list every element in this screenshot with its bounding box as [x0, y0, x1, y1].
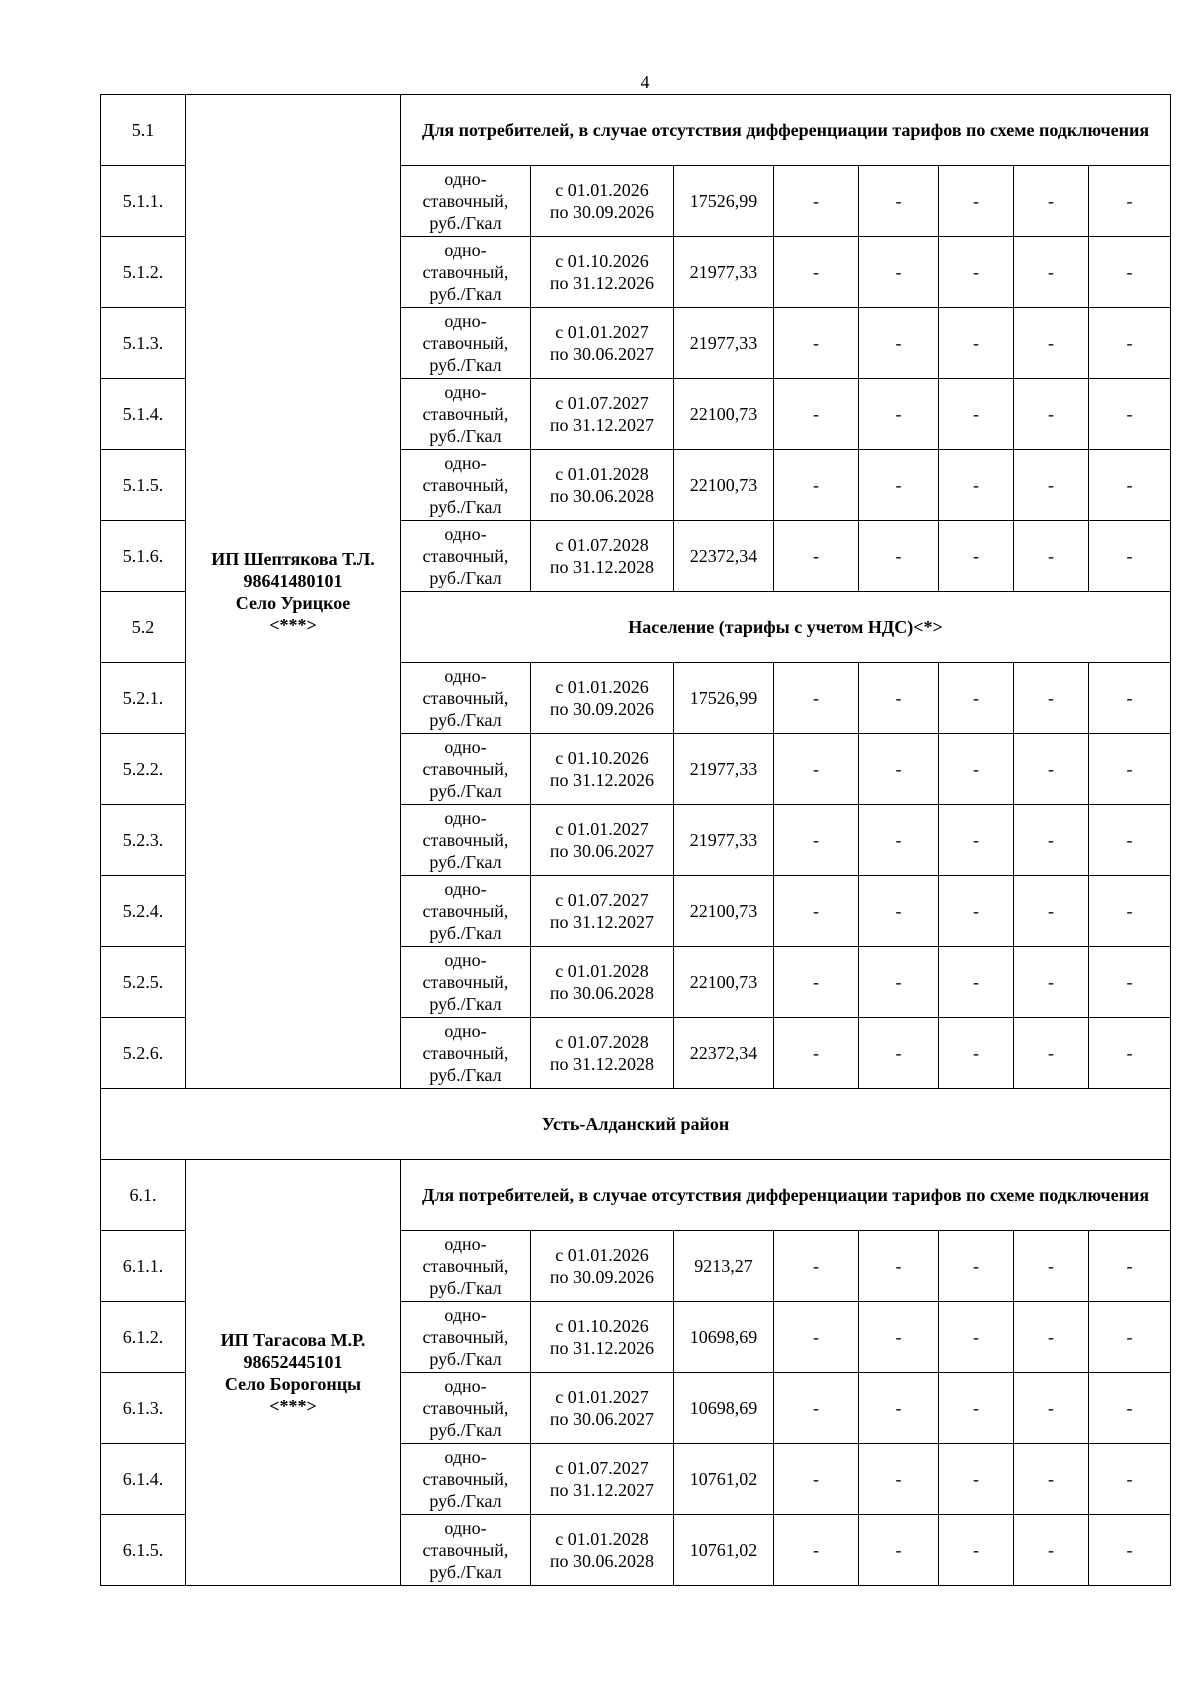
period-from: с 01.01.2026 [555, 677, 649, 697]
empty-value-cell: - [774, 663, 859, 734]
empty-value-cell: - [1014, 450, 1089, 521]
empty-value-cell: - [774, 166, 859, 237]
empty-value-cell: - [1014, 1231, 1089, 1302]
period-from: с 01.10.2026 [555, 251, 649, 271]
empty-value-cell: - [939, 1302, 1014, 1373]
tariff-value: 17526,99 [674, 663, 774, 734]
period-cell [531, 663, 674, 734]
rate-type-cell: одно-ставочный, руб./Гкал [401, 521, 531, 592]
row-number: 5.1 [101, 95, 186, 166]
section-header-text: Население (тарифы с учетом НДС)<*> [401, 592, 1171, 663]
period-cell [531, 805, 674, 876]
empty-value-cell: - [774, 308, 859, 379]
empty-value-cell: - [1089, 1444, 1171, 1515]
organization-cell [186, 95, 401, 1089]
row-number: 5.2.1. [101, 663, 186, 734]
row-number: 6.1.4. [101, 1444, 186, 1515]
empty-value-cell: - [1089, 1231, 1171, 1302]
organization-code: 98652445101 [243, 1351, 343, 1372]
empty-value-cell: - [1089, 1373, 1171, 1444]
period-to: по 30.09.2026 [549, 1267, 655, 1287]
empty-value-cell: - [859, 734, 939, 805]
period-to: по 31.12.2026 [549, 1338, 655, 1358]
empty-value-cell: - [774, 876, 859, 947]
empty-value-cell: - [859, 663, 939, 734]
period-from: с 01.01.2027 [555, 1387, 649, 1407]
empty-value-cell: - [939, 521, 1014, 592]
empty-value-cell: - [774, 1444, 859, 1515]
empty-value-cell: - [1089, 663, 1171, 734]
empty-value-cell: - [1014, 166, 1089, 237]
empty-value-cell: - [1014, 308, 1089, 379]
empty-value-cell: - [1014, 379, 1089, 450]
tariff-table-body [101, 95, 1171, 1586]
period-cell [531, 450, 674, 521]
period-to: по 31.12.2027 [549, 415, 655, 435]
row-number: 6.1.2. [101, 1302, 186, 1373]
empty-value-cell: - [859, 947, 939, 1018]
empty-value-cell: - [774, 379, 859, 450]
row-number: 5.2.4. [101, 876, 186, 947]
empty-value-cell: - [859, 1018, 939, 1089]
rate-type-cell: одно-ставочный, руб./Гкал [401, 947, 531, 1018]
organization-cell [186, 1160, 401, 1586]
empty-value-cell: - [859, 805, 939, 876]
empty-value-cell: - [1089, 1302, 1171, 1373]
empty-value-cell: - [859, 237, 939, 308]
organization-place: Село Борогонцы [224, 1373, 362, 1394]
period-from: с 01.01.2027 [555, 322, 649, 342]
empty-value-cell: - [774, 947, 859, 1018]
empty-value-cell: - [1089, 308, 1171, 379]
empty-value-cell: - [1014, 1444, 1089, 1515]
empty-value-cell: - [859, 521, 939, 592]
empty-value-cell: - [939, 1018, 1014, 1089]
empty-value-cell: - [1089, 805, 1171, 876]
empty-value-cell: - [774, 734, 859, 805]
empty-value-cell: - [774, 237, 859, 308]
period-from: с 01.01.2026 [555, 1245, 649, 1265]
row-number: 5.1.2. [101, 237, 186, 308]
rate-type-cell: одно-ставочный, руб./Гкал [401, 450, 531, 521]
organization-name: ИП Шептякова Т.Л. [211, 548, 375, 569]
organization-name: ИП Тагасова М.Р. [220, 1329, 366, 1350]
period-from: с 01.01.2027 [555, 819, 649, 839]
rate-type-cell: одно-ставочный, руб./Гкал [401, 1018, 531, 1089]
empty-value-cell: - [939, 1444, 1014, 1515]
tariff-value: 9213,27 [674, 1231, 774, 1302]
empty-value-cell: - [859, 1515, 939, 1586]
region-row [101, 1089, 1171, 1160]
row-number: 5.2.6. [101, 1018, 186, 1089]
empty-value-cell: - [1014, 1515, 1089, 1586]
period-to: по 31.12.2026 [549, 273, 655, 293]
row-number: 6.1.3. [101, 1373, 186, 1444]
section-header-text: Для потребителей, в случае отсутствия дифференциации тарифов по схеме подключения [401, 1160, 1171, 1231]
period-cell [531, 876, 674, 947]
tariff-value: 21977,33 [674, 805, 774, 876]
tariff-value: 17526,99 [674, 166, 774, 237]
period-to: по 30.06.2028 [549, 1551, 655, 1571]
period-cell [531, 166, 674, 237]
empty-value-cell: - [1014, 805, 1089, 876]
row-number: 5.2.2. [101, 734, 186, 805]
rate-type-cell: одно-ставочный, руб./Гкал [401, 1515, 531, 1586]
empty-value-cell: - [939, 663, 1014, 734]
empty-value-cell: - [1014, 663, 1089, 734]
empty-value-cell: - [1014, 237, 1089, 308]
empty-value-cell: - [1014, 734, 1089, 805]
row-number: 5.2.3. [101, 805, 186, 876]
period-to: по 31.12.2027 [549, 1480, 655, 1500]
period-cell [531, 1373, 674, 1444]
empty-value-cell: - [1014, 1018, 1089, 1089]
period-to: по 30.06.2028 [549, 486, 655, 506]
period-to: по 31.12.2028 [549, 1054, 655, 1074]
row-number: 5.2 [101, 592, 186, 663]
period-cell [531, 1515, 674, 1586]
period-to: по 30.06.2027 [549, 344, 655, 364]
rate-type-cell: одно-ставочный, руб./Гкал [401, 166, 531, 237]
tariff-value: 21977,33 [674, 308, 774, 379]
empty-value-cell: - [1014, 1373, 1089, 1444]
tariff-value: 10761,02 [674, 1515, 774, 1586]
empty-value-cell: - [774, 805, 859, 876]
period-to: по 31.12.2026 [549, 770, 655, 790]
empty-value-cell: - [1089, 1515, 1171, 1586]
tariff-table [100, 94, 1171, 1586]
period-cell [531, 1444, 674, 1515]
tariff-value: 21977,33 [674, 734, 774, 805]
row-number: 5.1.5. [101, 450, 186, 521]
empty-value-cell: - [859, 1231, 939, 1302]
period-from: с 01.01.2028 [555, 1529, 649, 1549]
period-to: по 30.06.2027 [549, 841, 655, 861]
period-to: по 30.06.2028 [549, 983, 655, 1003]
empty-value-cell: - [859, 1444, 939, 1515]
rate-type-cell: одно-ставочный, руб./Гкал [401, 1373, 531, 1444]
organization-note: <***> [269, 614, 317, 635]
empty-value-cell: - [1089, 237, 1171, 308]
empty-value-cell: - [939, 308, 1014, 379]
empty-value-cell: - [1014, 947, 1089, 1018]
organization-place: Село Урицкое [235, 592, 351, 613]
empty-value-cell: - [939, 1373, 1014, 1444]
rate-type-cell: одно-ставочный, руб./Гкал [401, 805, 531, 876]
period-to: по 30.09.2026 [549, 202, 655, 222]
section-header-text: Для потребителей, в случае отсутствия дифференциации тарифов по схеме подключения [401, 95, 1171, 166]
empty-value-cell: - [939, 237, 1014, 308]
section-header-row [101, 95, 1171, 166]
period-from: с 01.01.2026 [555, 180, 649, 200]
empty-value-cell: - [1089, 947, 1171, 1018]
period-cell [531, 1018, 674, 1089]
period-cell [531, 379, 674, 450]
empty-value-cell: - [859, 1302, 939, 1373]
tariff-value: 21977,33 [674, 237, 774, 308]
tariff-value: 10698,69 [674, 1302, 774, 1373]
period-cell [531, 947, 674, 1018]
period-to: по 31.12.2028 [549, 557, 655, 577]
row-number: 6.1.5. [101, 1515, 186, 1586]
empty-value-cell: - [859, 450, 939, 521]
period-from: с 01.07.2027 [555, 393, 649, 413]
period-from: с 01.10.2026 [555, 748, 649, 768]
rate-type-cell: одно-ставочный, руб./Гкал [401, 734, 531, 805]
rate-type-cell: одно-ставочный, руб./Гкал [401, 1302, 531, 1373]
empty-value-cell: - [859, 876, 939, 947]
empty-value-cell: - [939, 876, 1014, 947]
tariff-value: 22372,34 [674, 521, 774, 592]
rate-type-cell: одно-ставочный, руб./Гкал [401, 663, 531, 734]
tariff-value: 22372,34 [674, 1018, 774, 1089]
tariff-value: 10698,69 [674, 1373, 774, 1444]
period-from: с 01.01.2028 [555, 961, 649, 981]
period-cell [531, 521, 674, 592]
organization-code: 98641480101 [243, 570, 343, 591]
rate-type-cell: одно-ставочный, руб./Гкал [401, 1231, 531, 1302]
row-number: 5.1.1. [101, 166, 186, 237]
empty-value-cell: - [774, 1018, 859, 1089]
empty-value-cell: - [1089, 1018, 1171, 1089]
period-cell [531, 308, 674, 379]
page-number: 4 [640, 72, 650, 92]
empty-value-cell: - [859, 308, 939, 379]
empty-value-cell: - [859, 1373, 939, 1444]
tariff-value: 22100,73 [674, 876, 774, 947]
period-from: с 01.07.2027 [555, 890, 649, 910]
empty-value-cell: - [859, 166, 939, 237]
section-header-row [101, 1160, 1171, 1231]
rate-type-cell: одно-ставочный, руб./Гкал [401, 876, 531, 947]
tariff-value: 22100,73 [674, 379, 774, 450]
empty-value-cell: - [774, 1231, 859, 1302]
period-to: по 30.09.2026 [549, 699, 655, 719]
period-to: по 31.12.2027 [549, 912, 655, 932]
row-number: 5.1.4. [101, 379, 186, 450]
empty-value-cell: - [939, 166, 1014, 237]
tariff-value: 22100,73 [674, 947, 774, 1018]
empty-value-cell: - [1089, 166, 1171, 237]
period-from: с 01.07.2028 [555, 1032, 649, 1052]
rate-type-cell: одно-ставочный, руб./Гкал [401, 379, 531, 450]
rate-type-cell: одно-ставочный, руб./Гкал [401, 1444, 531, 1515]
empty-value-cell: - [774, 521, 859, 592]
empty-value-cell: - [1089, 379, 1171, 450]
period-from: с 01.10.2026 [555, 1316, 649, 1336]
rate-type-cell: одно-ставочный, руб./Гкал [401, 308, 531, 379]
empty-value-cell: - [939, 379, 1014, 450]
period-from: с 01.07.2027 [555, 1458, 649, 1478]
empty-value-cell: - [774, 1302, 859, 1373]
empty-value-cell: - [1014, 1302, 1089, 1373]
period-cell [531, 1231, 674, 1302]
empty-value-cell: - [939, 947, 1014, 1018]
empty-value-cell: - [1014, 876, 1089, 947]
empty-value-cell: - [1014, 521, 1089, 592]
empty-value-cell: - [939, 1231, 1014, 1302]
row-number: 6.1. [101, 1160, 186, 1231]
period-cell [531, 734, 674, 805]
empty-value-cell: - [1089, 521, 1171, 592]
empty-value-cell: - [939, 450, 1014, 521]
empty-value-cell: - [1089, 734, 1171, 805]
row-number: 5.1.3. [101, 308, 186, 379]
period-cell [531, 1302, 674, 1373]
empty-value-cell: - [774, 450, 859, 521]
row-number: 5.1.6. [101, 521, 186, 592]
empty-value-cell: - [939, 734, 1014, 805]
organization-note: <***> [269, 1395, 317, 1416]
region-title: Усть-Алданский район [101, 1089, 1171, 1160]
rate-type-cell: одно-ставочный, руб./Гкал [401, 237, 531, 308]
period-to: по 30.06.2027 [549, 1409, 655, 1429]
empty-value-cell: - [774, 1515, 859, 1586]
period-from: с 01.01.2028 [555, 464, 649, 484]
period-cell [531, 237, 674, 308]
empty-value-cell: - [1089, 876, 1171, 947]
empty-value-cell: - [939, 1515, 1014, 1586]
period-from: с 01.07.2028 [555, 535, 649, 555]
empty-value-cell: - [774, 1373, 859, 1444]
row-number: 5.2.5. [101, 947, 186, 1018]
empty-value-cell: - [1089, 450, 1171, 521]
tariff-value: 22100,73 [674, 450, 774, 521]
empty-value-cell: - [859, 379, 939, 450]
empty-value-cell: - [939, 805, 1014, 876]
row-number: 6.1.1. [101, 1231, 186, 1302]
tariff-value: 10761,02 [674, 1444, 774, 1515]
